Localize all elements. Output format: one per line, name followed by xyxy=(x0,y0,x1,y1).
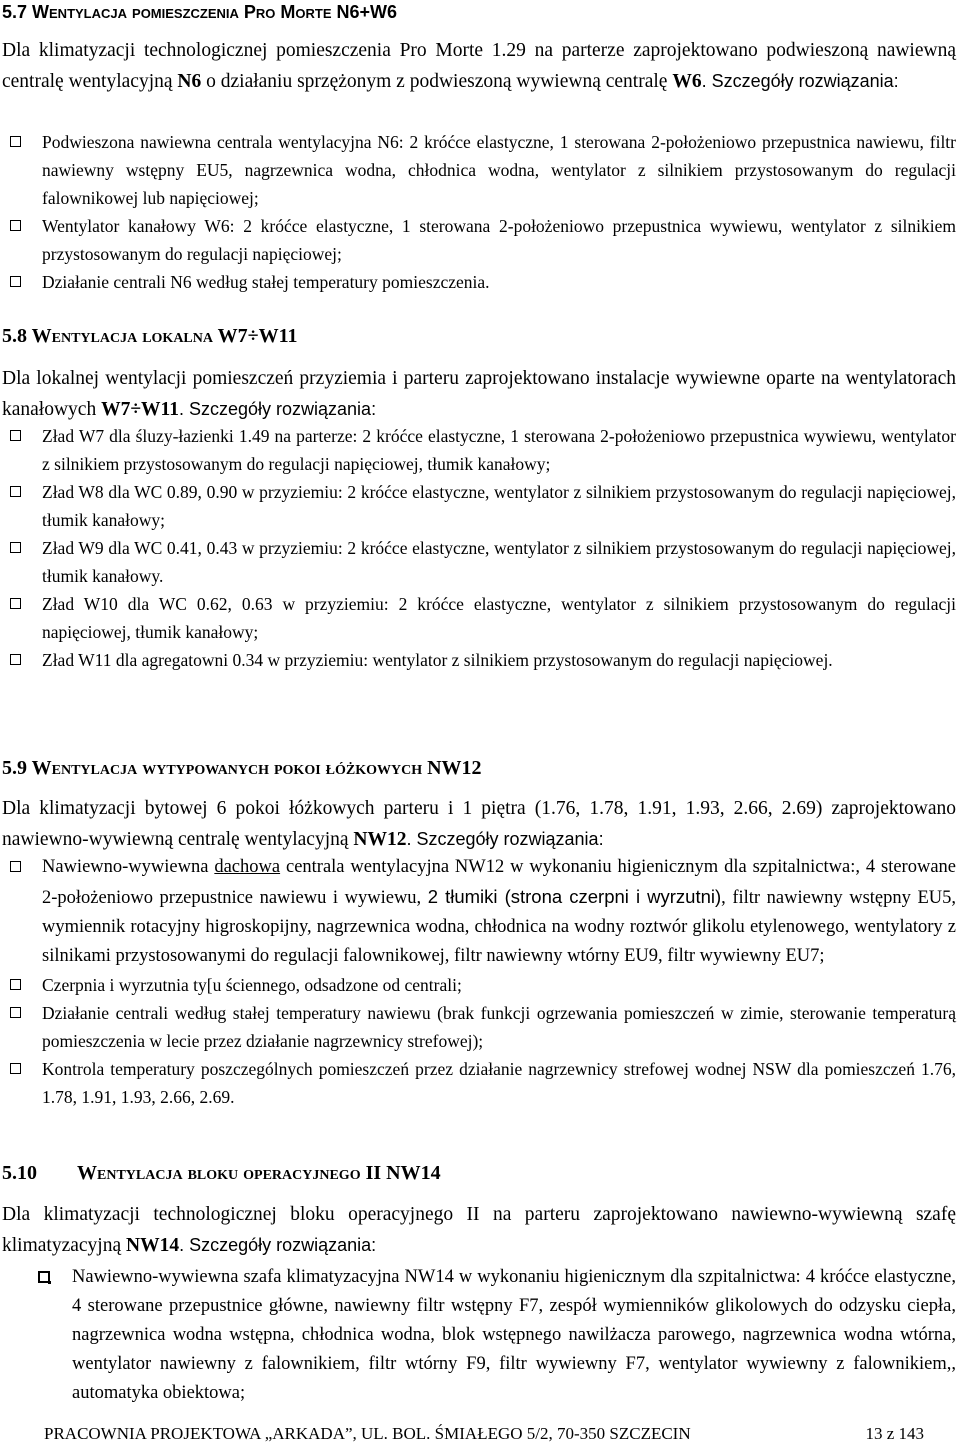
list-item: Nawiewno-wywiewna dachowa centrala wentylacyjna NW12 w wykonaniu higienicznym dla szpitalnictwa:, 4 sterowane 2-położeniowo przepustnice nawiewu i wywiewu, 2 tłumiki (strona czerpni i wyrzutni), filtr nawiewny wstępny EU5, wymiennik rotacyjny higroskopijny, nagrzewnica wodna, chłodnica na wodny roztwór glikolu etylenowego, wentylatory z silnikami przystosowanymi do regulacji falownikowej, filtr nawiewny wtórny EU9, filtr wywiewny EU7; xyxy=(0,853,960,971)
list-item: Zład W9 dla WC 0.41, 0.43 w przyziemiu: 2 króćce elastyczne, wentylator z silnikiem przystosowanym do regulacji napięciowej, tłumik kanałowy. xyxy=(0,534,960,590)
section-intro-5-8: Dla lokalnej wentylacji pomieszczeń przyziemia i parteru zaprojektowano instalacje wywiewne oparte na wentylatorach kanałowych W7÷W11. Szczegóły rozwiązania: xyxy=(2,368,956,420)
list-item: Czerpnia i wyrzutnia ty[u ściennego, odsadzone od centrali; xyxy=(0,971,960,999)
square-bullet-icon xyxy=(10,654,21,665)
bullet-list-5-8 xyxy=(0,422,960,674)
square-bullet-icon xyxy=(10,542,21,553)
square-bullet-icon xyxy=(10,861,21,872)
square-bullet-icon xyxy=(10,1007,21,1018)
list-item: Zład W8 dla WC 0.89, 0.90 w przyziemiu: 2 króćce elastyczne, wentylator z silnikiem przystosowanym do regulacji napięciowej, tłumik kanałowy; xyxy=(0,478,960,534)
list-item: Działanie centrali N6 według stałej temperatury pomieszczenia. xyxy=(0,268,960,296)
list-item: Zład W11 dla agregatowni 0.34 w przyziemiu: wentylator z silnikiem przystosowanym do regulacji napięciowej. xyxy=(0,646,960,674)
heading-text: 5.7 Wentylacja pomieszczenia Pro Morte N6+W6 xyxy=(2,2,398,22)
section-intro-5-9: Dla klimatyzacji bytowej 6 pokoi łóżkowych parteru i 1 piętra (1.76, 1.78, 1.91, 1.93, 2.66, 2.69) zaprojektowano nawiewno-wywiewną centralę wentylacyjną NW12. Szczegóły rozwiązania: xyxy=(2,798,956,850)
bullet-list-5-9 xyxy=(0,853,960,1111)
heading-text: 5.8 Wentylacja lokalna W7÷W11 xyxy=(2,325,298,347)
checkbox-bullet-icon xyxy=(38,1271,50,1283)
square-bullet-icon xyxy=(10,136,21,147)
section-intro-5-10: Dla klimatyzacji technologicznej bloku operacyjnego II na parteru zaprojektowano nawiewno-wywiewną szafę klimatyzacyjną NW14. Szczegóły rozwiązania: xyxy=(2,1204,956,1256)
section-heading-5-10: 5.10 Wentylacja bloku operacyjnego II NW14 xyxy=(2,1162,441,1184)
square-bullet-icon xyxy=(10,486,21,497)
list-item: Działanie centrali według stałej temperatury nawiewu (brak funkcji ogrzewania pomieszczeń w zimie, sterowanie temperaturą pomieszczenia w lecie przez działanie nagrzewnicy strefowej); xyxy=(0,999,960,1055)
section-heading-5-8 xyxy=(2,325,298,348)
square-bullet-icon xyxy=(10,598,21,609)
square-bullet-icon xyxy=(10,1063,21,1074)
section-heading-5-7 xyxy=(2,2,397,23)
square-bullet-icon xyxy=(10,276,21,287)
section-heading-5-9 xyxy=(2,757,482,780)
list-item: Wentylator kanałowy W6: 2 króćce elastyczne, 1 sterowana 2-położeniowo przepustnica wywiewu, wentylator z silnikiem przystosowanym do regulacji napięciowej; xyxy=(0,212,960,268)
list-item: Zład W7 dla śluzy-łazienki 1.49 na parterze: 2 króćce elastyczne, 1 sterowana 2-położeniowo przepustnica wywiewu, wentylator z silnikiem przystosowanym do regulacji napięciowej, tłumik kanałowy; xyxy=(0,422,960,478)
list-item: Zład W10 dla WC 0.62, 0.63 w przyziemiu: 2 króćce elastyczne, wentylator z silnikiem przystosowanym do regulacji napięciowej, tłumik kanałowy; xyxy=(0,590,960,646)
square-bullet-icon xyxy=(10,430,21,441)
list-item: Kontrola temperatury poszczególnych pomieszczeń przez działanie nagrzewnicy strefowej wodnej NSW dla pomieszczeń 1.76, 1.78, 1.91, 1.93, 2.66, 2.69. xyxy=(0,1055,960,1111)
bullet-list-5-7 xyxy=(0,128,960,296)
square-bullet-icon xyxy=(10,220,21,231)
list-item: Nawiewno-wywiewna szafa klimatyzacyjna NW14 w wykonaniu higienicznym dla szpitalnictwa: 4 króćce elastyczne, 4 sterowane przepustnice główne, nawiewny filtr wstępny F7, zespół wymienników glikolowych do odzysku ciepła, nagrzewnica wodna wstępna, chłodnica wodna, blok wstępnego nawilżacza parowego, nagrzewnica wodna wtórna, wentylator nawiewny z falownikiem, filtr wtórny F9, filtr wywiewny F7, wentylator wywiewny z falownikiem,, automatyka obiektowa; xyxy=(0,1263,960,1408)
page-number: 13 z 143 xyxy=(865,1424,924,1443)
bullet-list-5-10 xyxy=(0,1263,960,1408)
footer-address: PRACOWNIA PROJEKTOWA „ARKADA”, UL. BOL. ŚMIAŁEGO 5/2, 70-350 SZCZECIN xyxy=(44,1424,691,1443)
heading-text: 5.9 Wentylacja wytypowanych pokoi łóżkowych NW12 xyxy=(2,757,482,779)
square-bullet-icon xyxy=(10,979,21,990)
list-item: Podwieszona nawiewna centrala wentylacyjna N6: 2 króćce elastyczne, 1 sterowana 2-położeniowo przepustnica nawiewu, filtr nawiewny wstępny EU5, nagrzewnica wodna, chłodnica wodna, wentylator z silnikiem przystosowanym do regulacji falownikowej lub napięciowej; xyxy=(0,128,960,212)
section-intro-5-7: Dla klimatyzacji technologicznej pomieszczenia Pro Morte 1.29 na parterze zaprojektowano podwieszoną nawiewną centralę wentylacyjną N6 o działaniu sprzężonym z podwieszoną wywiewną centralę W6. Szczegóły rozwiązania: xyxy=(2,40,956,92)
